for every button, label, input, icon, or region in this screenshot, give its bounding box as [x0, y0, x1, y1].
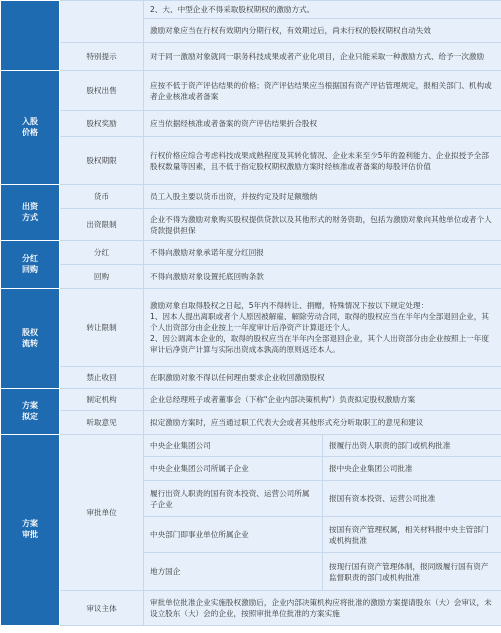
approval-unit: 地方国企	[144, 553, 323, 591]
approval-unit: 中央企业集团公司所属子企业	[144, 457, 323, 481]
table-row	[1, 411, 501, 435]
desc-cell: 拟定激励方案时，应当通过职工代表大会或者其他形式充分听取职工的意见和建议	[144, 411, 501, 435]
table-row	[1, 43, 501, 71]
desc-cell: 企业总经理班子或者董事会（下称"企业内部决策机构"）负责拟定股权激励方案	[144, 389, 501, 411]
desc-cell: 行权价格应综合考虑科技成果成熟程度及其转化情况、企业未来至少5年的盈利能力、企业拟授予全部股权数量等因素，且不低于指定股权期权激励方案时经核准或者备案的每股评估价值	[144, 137, 501, 185]
sub-cell: 听取意见	[60, 411, 144, 435]
desc-cell: 不得向激励对象设置托底回购条款	[144, 265, 501, 289]
table-row	[1, 289, 501, 367]
category-dividend: 分红 回购	[1, 241, 60, 289]
category-approve: 方案 审批	[1, 435, 60, 626]
category-cell-blank	[1, 1, 60, 71]
table-row	[1, 1, 501, 19]
sub-cell: 转让限制	[60, 289, 144, 367]
category-plan: 方案 拟定	[1, 389, 60, 435]
table-row	[1, 71, 501, 111]
approval-authority: 报履行出资人职责的部门或机构批准	[323, 435, 501, 457]
table-row	[1, 241, 501, 265]
desc-cell: 企业不得为激励对象购买股权提供贷款以及其他形式的财务资助，包括为激励对象向其他单位或者个人贷款提供担保	[144, 209, 501, 241]
category-capital: 出资 方式	[1, 185, 60, 241]
category-transfer: 股权 流转	[1, 289, 60, 389]
sub-cell: 制定机构	[60, 389, 144, 411]
table-row	[1, 435, 501, 457]
table-row	[1, 389, 501, 411]
sub-cell-blank	[60, 1, 144, 43]
table-row	[1, 137, 501, 185]
desc-cell: 激励对象自取得股权之日起，5年内不得转让、捐赠，特殊情况下按以下规定处理： 1、因本人提出离职或者个人原因被解雇、解除劳动合同，取得的股权应当在半年内全部退回企业，其个人出资部分由企业按上一年度审计后净资产计算退还个人。 2、因公调离本企业的，取得的股权应当在半年内全部退回企业，其个人出资部分由企业按照上一年度审计后净资产计算与实际出资成本孰高的原则返还本人。	[144, 289, 501, 367]
table-row	[1, 367, 501, 389]
table-row	[1, 265, 501, 289]
approval-authority: 报中央企业集团公司批准	[323, 457, 501, 481]
desc-cell: 2、大、中型企业不得采取股权期权的激励方式。	[144, 1, 501, 19]
approval-unit: 中央企业集团公司	[144, 435, 323, 457]
table-row	[1, 185, 501, 209]
sub-cell: 股权奖励	[60, 111, 144, 137]
sub-cell: 分红	[60, 241, 144, 265]
sub-cell: 回购	[60, 265, 144, 289]
approval-authority: 按现行国有资产管理体制，报同级履行国有资产监督职责的部门或机构批准	[323, 553, 501, 591]
desc-cell: 应按不低于资产评估结果的价格；资产评估结果应当根据国有资产评估管理规定，报相关部门、机构或者企业核准或者备案	[144, 71, 501, 111]
desc-cell: 审批单位批准企业实施股权激励后，企业内部决策机构应将批准的激励方案提请股东（大）会审议，未设立股东（大）会的企业，按照审批单位批准的方案实施	[144, 591, 501, 626]
desc-cell: 应当依据经核准或者备案的资产评估结果折合股权	[144, 111, 501, 137]
desc-cell: 在职激励对象不得以任何理由要求企业收回激励股权	[144, 367, 501, 389]
sub-cell: 股权期限	[60, 137, 144, 185]
approval-authority: 按国有资产管理权属，相关材料报中央主管部门或机构批准	[323, 517, 501, 553]
sub-cell: 审议主体	[60, 591, 144, 626]
sub-cell: 货币	[60, 185, 144, 209]
sub-cell: 特别提示	[60, 43, 144, 71]
desc-cell: 对于同一激励对象就同一职务科技成果或者产业化项目，企业只能采取一种激励方式、给予一次激励	[144, 43, 501, 71]
table-row	[1, 209, 501, 241]
table-row	[1, 591, 501, 626]
desc-cell: 激励对象应当在行权有效期内分期行权，有效期过后，尚未行权的股权期权自动失效	[144, 19, 501, 43]
sub-cell: 审批单位	[60, 435, 144, 591]
sub-cell: 禁止收回	[60, 367, 144, 389]
approval-unit: 中央部门即事业单位所属企业	[144, 517, 323, 553]
sub-cell: 出资限制	[60, 209, 144, 241]
category-price: 入股 价格	[1, 71, 60, 185]
desc-cell: 不得向激励对象承诺年度分红回报	[144, 241, 501, 265]
approval-authority: 报国有资本投资、运营公司批准	[323, 481, 501, 517]
approval-unit: 履行出资人职责的国有资本投资、运营公司所属子企业	[144, 481, 323, 517]
desc-cell: 员工入股主要以货币出资，并按约定及时足额缴纳	[144, 185, 501, 209]
sub-cell: 股权出售	[60, 71, 144, 111]
table-row	[1, 111, 501, 137]
